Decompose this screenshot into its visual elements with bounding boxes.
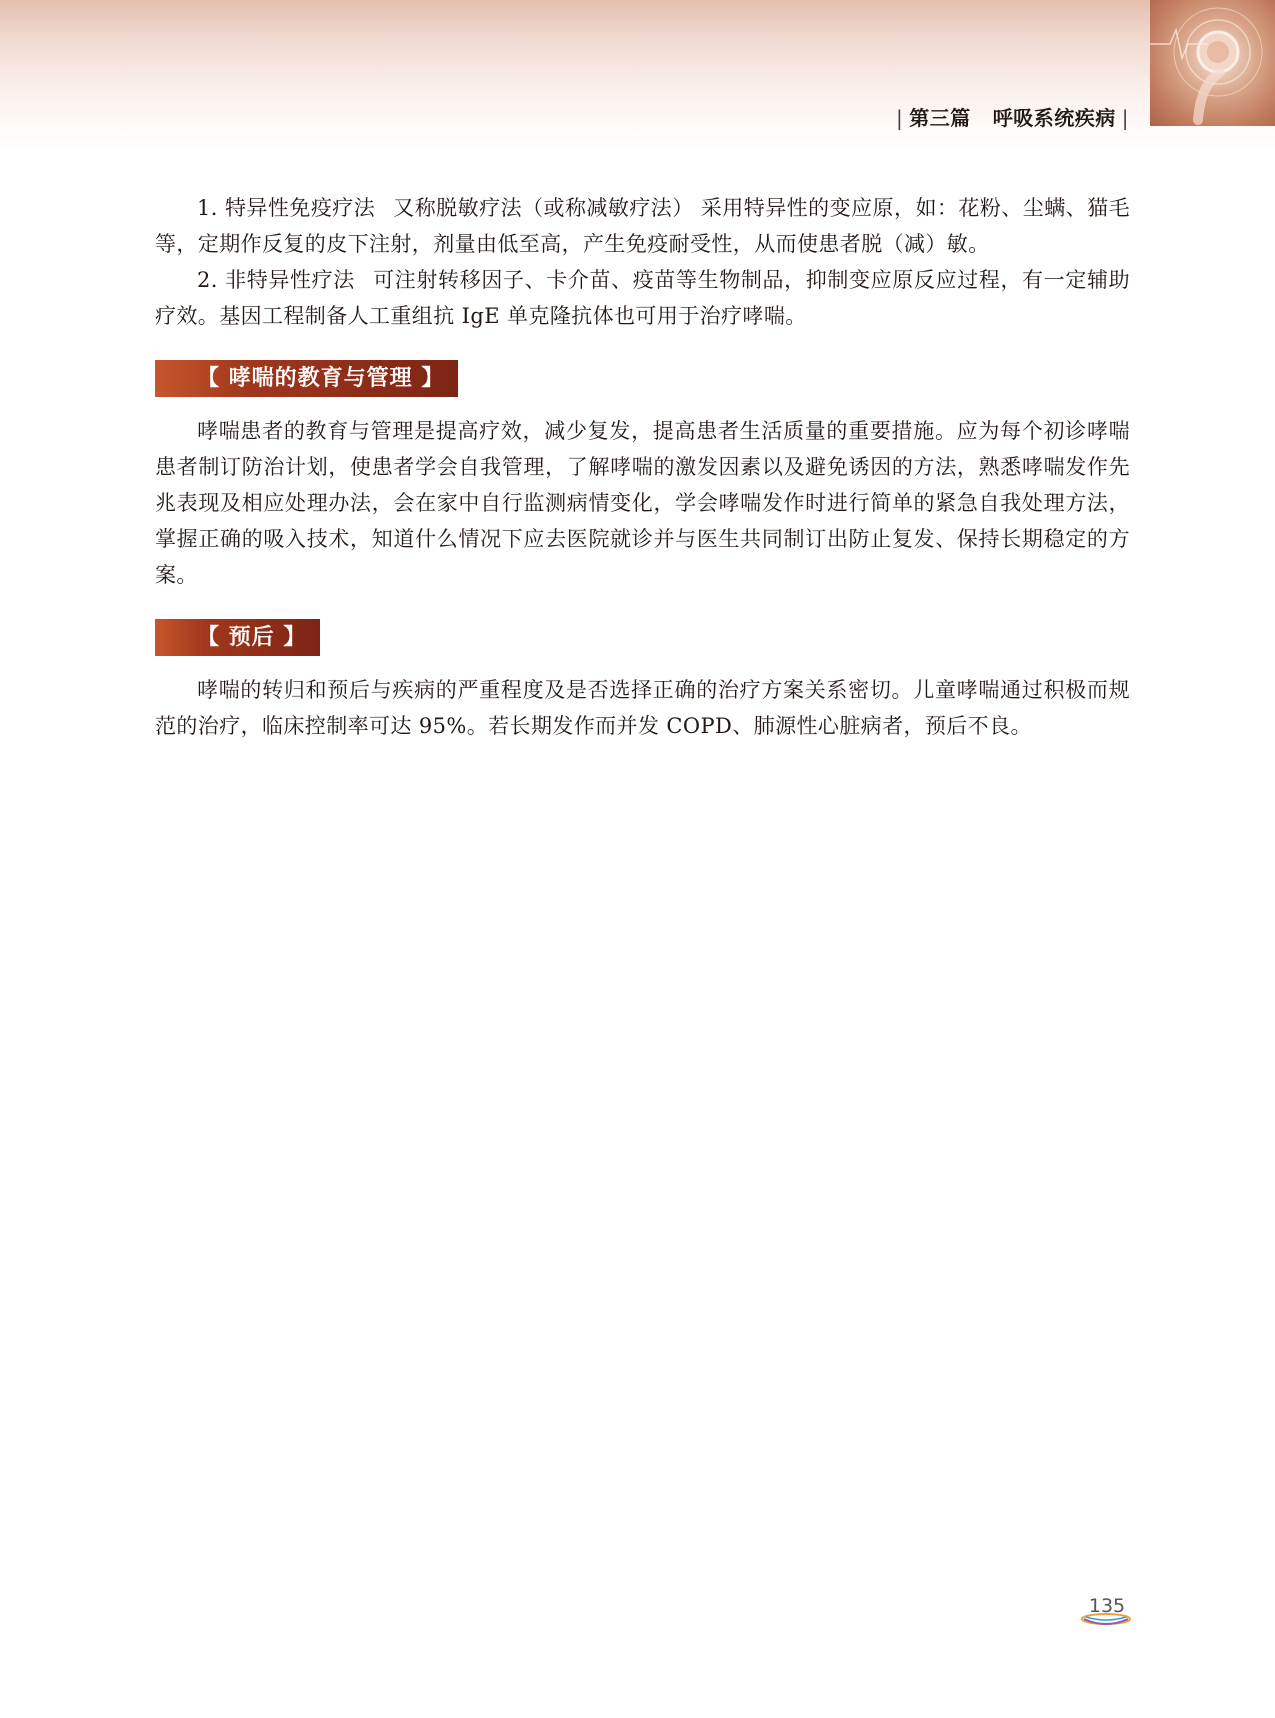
chapter-title: 呼吸系统疾病 — [992, 106, 1116, 130]
paragraph-text: 可注射转移因子、卡介苗、疫苗等生物制品，抑制变应原反应过程，有一定辅助疗效。基因工程制备人工重组抗 IgE 单克隆抗体也可用于治疗哮喘。 — [155, 268, 1131, 328]
stethoscope-icon — [1150, 0, 1275, 126]
header-divider-right: | — [1121, 106, 1129, 130]
page-number-text: 135 — [1088, 1595, 1126, 1617]
running-header — [890, 102, 1135, 131]
paragraph-nonspecific-therapy — [155, 262, 1130, 334]
stethoscope-image — [1150, 0, 1275, 126]
section-heading-prognosis: 【 预后 】 — [155, 619, 320, 656]
header-divider-left: | — [896, 106, 904, 130]
page-number — [1080, 1593, 1132, 1629]
paragraph-lead: 2. 非特异性疗法 — [197, 268, 355, 292]
paragraph-prognosis: 哮喘的转归和预后与疾病的严重程度及是否选择正确的治疗方案关系密切。儿童哮喘通过积极而规范的治疗，临床控制率可达 95%。若长期发作而并发 COPD、肺源性心脏病者，预后不良。 — [155, 678, 1130, 738]
page-content — [155, 190, 1130, 744]
paragraph-text: 又称脱敏疗法（或称减敏疗法） 采用特异性的变应原，如：花粉、尘螨、猫毛等，定期作反复的皮下注射，剂量由低至高，产生免疫耐受性，从而使患者脱（减）敏。 — [155, 196, 1130, 256]
paragraph-education: 哮喘患者的教育与管理是提高疗效，减少复发，提高患者生活质量的重要措施。应为每个初诊哮喘患者制订防治计划，使患者学会自我管理，了解哮喘的激发因素以及避免诱因的方法，熟悉哮喘发作先兆表现及相应处理办法，会在家中自行监测病情变化，学会哮喘发作时进行简单的紧急自我处理方法，掌握正确的吸入技术，知道什么情况下应去医院就诊并与医生共同制订出防止复发、保持长期稳定的方案。 — [155, 419, 1130, 587]
part-label: 第三篇 — [909, 106, 971, 130]
paragraph-lead: 1. 特异性免疫疗法 — [197, 196, 376, 220]
section-heading-education: 【 哮喘的教育与管理 】 — [155, 360, 458, 397]
paragraph-specific-immunotherapy — [155, 190, 1130, 262]
